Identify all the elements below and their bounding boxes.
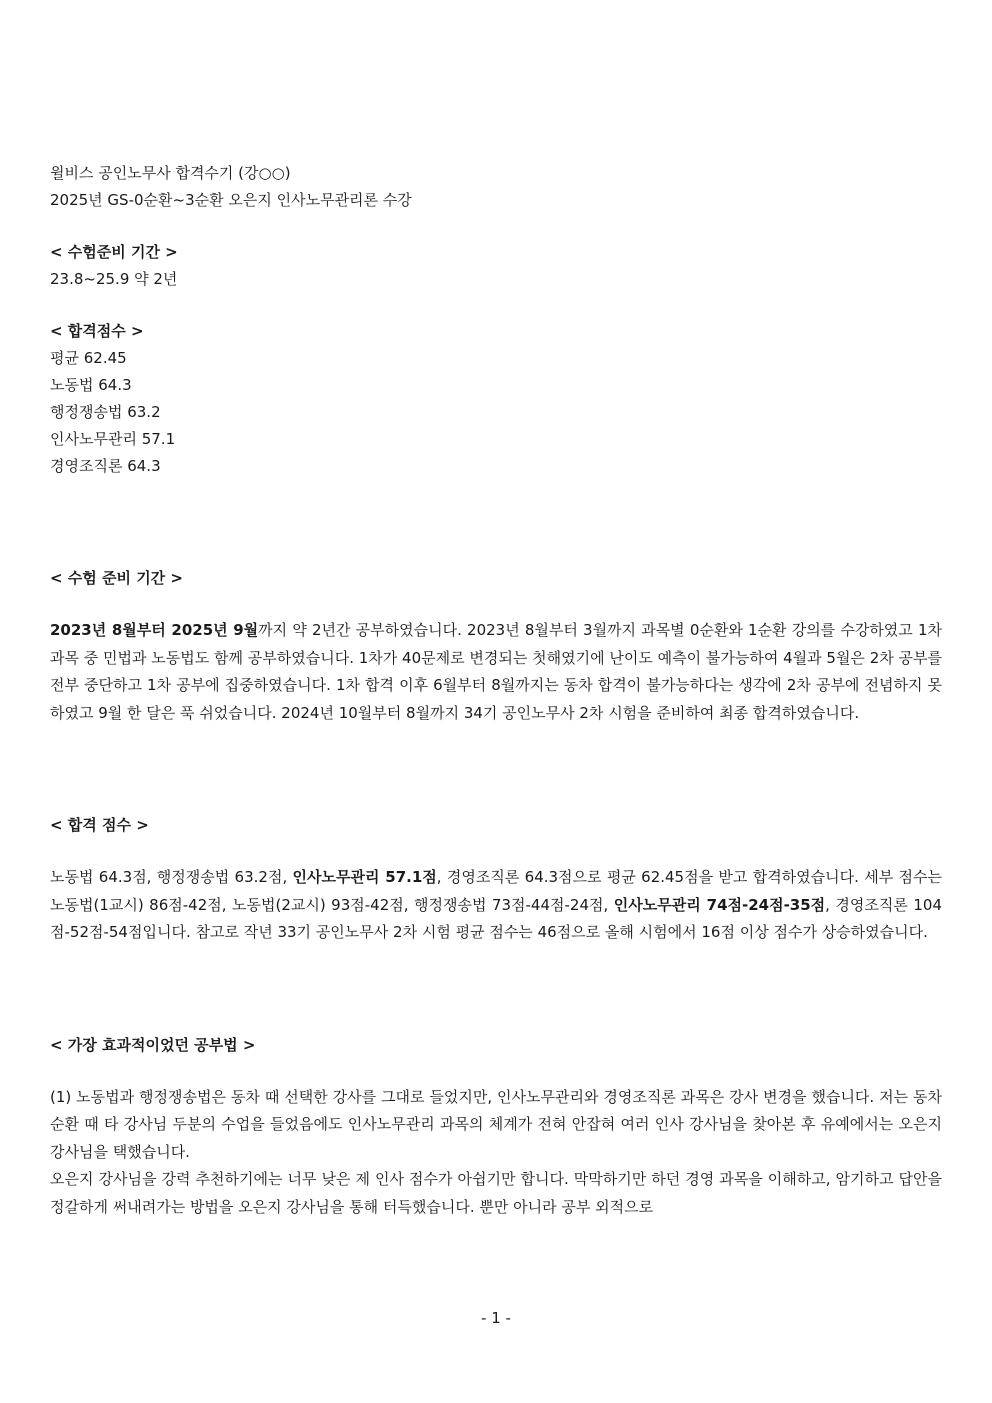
section2-bold-2: 인사노무관리 74점-24점-35점: [613, 895, 826, 914]
section2-text-1: 노동법 64.3점, 행정쟁송법 63.2점,: [50, 868, 293, 886]
prep-heading: < 수험준비 기간 >: [50, 243, 178, 261]
prep-value: 23.8~25.9 약 2년: [50, 270, 178, 288]
spacer: [50, 947, 942, 1032]
score-labor-law: 노동법 64.3: [50, 376, 132, 394]
spacer: [50, 293, 942, 318]
score-average: 평균 62.45: [50, 349, 127, 367]
spacer: [50, 214, 942, 239]
section1-paragraph: [50, 617, 942, 727]
section2-paragraph: [50, 864, 942, 947]
document-body: [50, 160, 942, 1221]
score-heading: < 합격점수 >: [50, 322, 144, 340]
document-subtitle: 2025년 GS-0순환~3순환 오은지 인사노무관리론 수강: [50, 191, 412, 209]
section2-text-2: , 경영조직론 64.3점으로 평균 62.45점을 받고 합격하였습니다. 세부 점수는 노동법(1교시) 86점-42점, 노동법(2교시) 93점-42점, 행정쟁송법 73점-44점-24점,: [50, 868, 943, 914]
section3-paragraph-1: (1) 노동법과 행정쟁송법은 동차 때 선택한 강사를 그대로 들었지만, 인사노무관리와 경영조직론 과목은 강사 변경을 했습니다. 저는 동차순환 때 타 강사님 두분의 수업을 들었음에도 인사노무관리 과목의 체계가 전혀 안잡혀 여러 인사 강사님을 찾아본 후 유예에서는 오은지 강사님을 택했습니다.: [50, 1087, 942, 1161]
spacer: [50, 480, 942, 565]
score-administrative-law: 행정쟁송법 63.2: [50, 403, 161, 421]
section1-text: 까지 약 2년간 공부하였습니다. 2023년 8월부터 3월까지 과목별 0순환와 1순환 강의를 수강하였고 1차 과목 중 민법과 노동법도 함께 공부하였습니다. 1차가 40문제로 변경되는 첫해였기에 난이도 예측이 불가능하여 4월과 5월은 2차 공부를 전부 중단하고 1차 공부에 집중하였습니다. 1차 합격 이후 6월부터 8월까지는 동차 합격이 불가능하다는 생각에 2차 공부에 전념하지 못하였고 9월 한 달은 푹 쉬었습니다. 2024년 10월부터 8월까지 34기 공인노무사 2차 시험을 준비하여 최종 합격하였습니다.: [50, 621, 942, 722]
spacer: [50, 839, 942, 864]
score-hr-management: 인사노무관리 57.1: [50, 430, 176, 448]
section3-paragraph-2: 오은지 강사님을 강력 추천하기에는 너무 낮은 제 인사 점수가 아쉽기만 합니다. 막막하기만 하던 경영 과목을 이해하고, 암기하고 답안을 정갈하게 써내려가는 방법을 오은지 강사님을 통해 터득했습니다. 뿐만 아니라 공부 외적으로: [50, 1170, 942, 1216]
section1-heading: < 수험 준비 기간 >: [50, 569, 183, 587]
section2-bold-1: 인사노무관리 57.1점: [292, 868, 437, 886]
spacer: [50, 592, 942, 617]
page-number: - 1 -: [481, 1309, 511, 1327]
section2-text-3: , 경영조직론 104점-52점-54점입니다. 참고로 작년 33기 공인노무사 2차 시험 평균 점수는 46점으로 올해 시험에서 16점 이상 점수가 상승하였습니다.: [50, 895, 942, 941]
section2-heading: < 합격 점수 >: [50, 816, 149, 834]
score-organization: 경영조직론 64.3: [50, 457, 161, 475]
spacer: [50, 1059, 942, 1084]
section3-heading: < 가장 효과적이었던 공부법 >: [50, 1035, 256, 1054]
section1-bold: 2023년 8월부터 2025년 9월: [50, 621, 259, 639]
document-title: 윌비스 공인노무사 합격수기 (강○○): [50, 164, 291, 182]
spacer: [50, 727, 942, 812]
